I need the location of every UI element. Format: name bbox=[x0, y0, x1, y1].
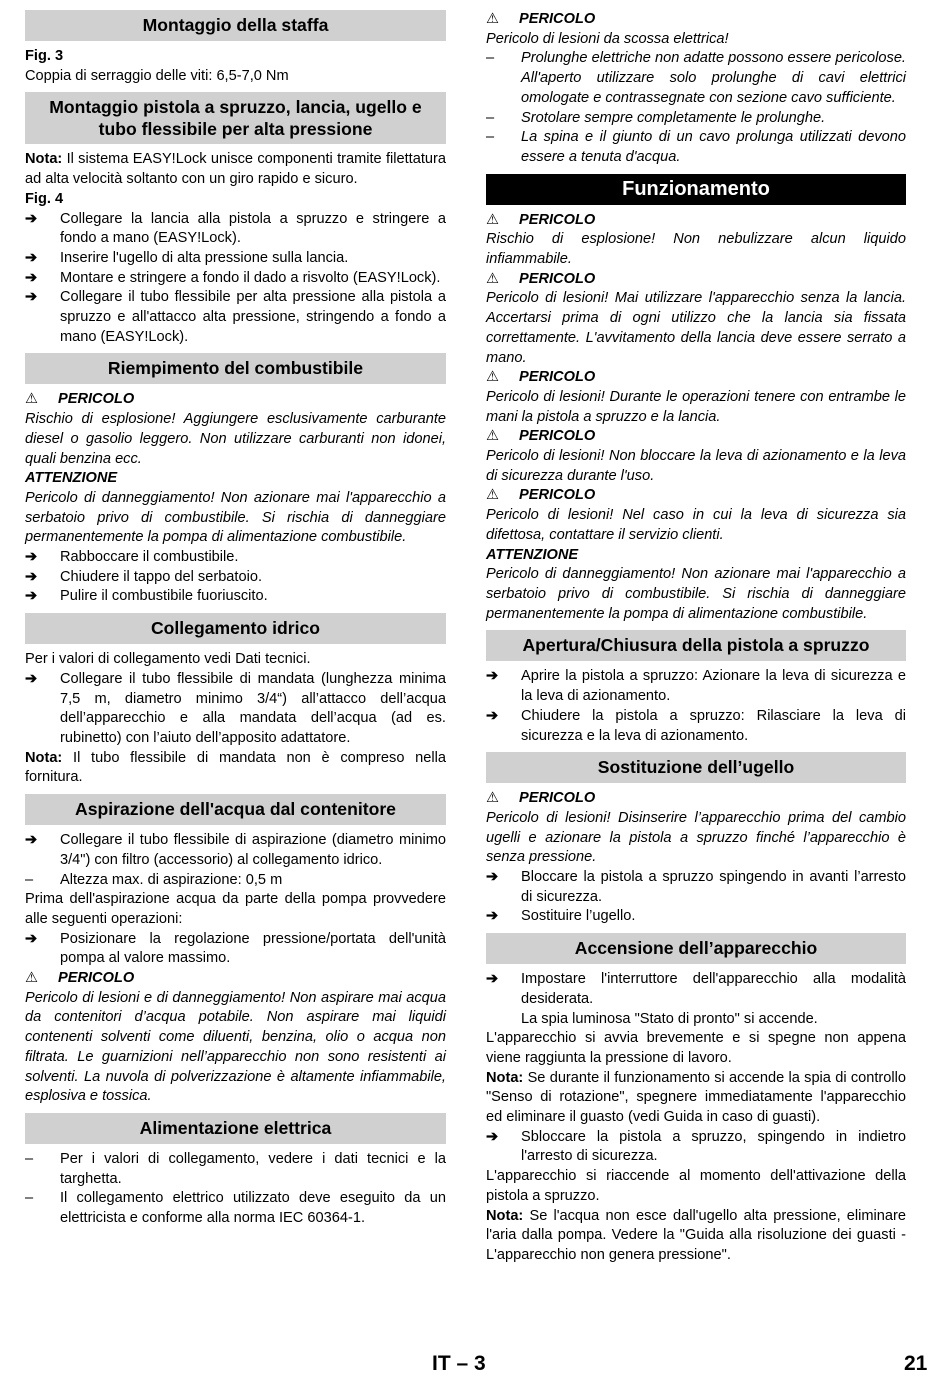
step-text: Collegare il tubo flessibile per alta pressione alla pistola a spruzzo e all'attacco alta pressione, stringendo a fondo a mano (EASY!Lock). bbox=[60, 289, 446, 345]
note bbox=[486, 1207, 906, 1266]
warning-heading bbox=[486, 427, 906, 447]
right-column bbox=[486, 10, 906, 1266]
warning-text: Pericolo di lesioni! Disinserire l’apparecchio prima del cambio ugelli e azionare la pistola a spruzzo finché l’apparecchio è senza pressione. bbox=[486, 809, 906, 866]
arrow-icon: ➔ bbox=[25, 549, 38, 566]
page-footer-language bbox=[432, 1352, 486, 1376]
step-item bbox=[25, 568, 446, 588]
warning-label: PERICOLO bbox=[519, 428, 596, 445]
warning-label: PERICOLO bbox=[519, 790, 596, 807]
step-item bbox=[25, 831, 446, 870]
dash-item bbox=[25, 1189, 446, 1228]
arrow-icon: ➔ bbox=[486, 668, 499, 685]
section-page-ref: – 3 bbox=[456, 1352, 486, 1375]
dash-item bbox=[25, 1150, 446, 1189]
step-result: La spia luminosa "Stato di pronto" si accende. bbox=[521, 1010, 818, 1027]
dash-text: Altezza max. di aspirazione: 0,5 m bbox=[60, 871, 283, 888]
warning-heading bbox=[486, 270, 906, 290]
arrow-icon: ➔ bbox=[25, 568, 38, 585]
warning-text: Rischio di esplosione! Non nebulizzare alcun liquido infiammabile. bbox=[486, 231, 906, 268]
arrow-icon: ➔ bbox=[25, 930, 38, 947]
note-text: Il sistema EASY!Lock unisce componenti tramite filettatura ad alta velocità soltanto con un giro rapido e sicuro. bbox=[25, 151, 446, 188]
section-heading: Apertura/Chiusura della pistola a spruzzo bbox=[486, 630, 906, 661]
note-label: Nota: bbox=[486, 1069, 524, 1086]
step-item bbox=[486, 1128, 906, 1167]
language-code: IT bbox=[432, 1352, 451, 1375]
dash-text: La spina e il giunto di un cavo prolunga utilizzati devono essere a tenuta d'acqua. bbox=[521, 129, 906, 165]
dash-item bbox=[25, 871, 446, 891]
step-item bbox=[486, 868, 906, 907]
step-item bbox=[25, 249, 446, 269]
warning-text: Pericolo di lesioni! Non bloccare la leva di azionamento e la leva di sicurezza durante l'uso. bbox=[486, 448, 906, 484]
page-number: 21 bbox=[904, 1352, 928, 1375]
warning-text: Pericolo di lesioni da scossa elettrica! bbox=[486, 30, 729, 47]
left-column bbox=[25, 10, 446, 1229]
section-heading: Riempimento del combustibile bbox=[25, 353, 446, 384]
section-heading: Aspirazione dell'acqua dal contenitore bbox=[25, 794, 446, 825]
dash-bullet: – bbox=[25, 1150, 34, 1167]
section-heading: Montaggio pistola a spruzzo, lancia, ugello e tubo flessibile per alta pressione bbox=[25, 92, 446, 144]
note bbox=[25, 749, 446, 788]
figure-ref: Fig. 4 bbox=[25, 190, 64, 207]
step-text: Collegare la lancia alla pistola a spruzzo e stringere a fondo a mano (EASY!Lock). bbox=[60, 210, 446, 247]
step-item bbox=[486, 667, 906, 706]
step-item bbox=[25, 269, 446, 289]
dash-bullet: – bbox=[486, 109, 495, 126]
arrow-icon: ➔ bbox=[25, 269, 38, 286]
warning-heading bbox=[486, 789, 906, 809]
section-heading: Alimentazione elettrica bbox=[25, 1113, 446, 1144]
caution-label: ATTENZIONE bbox=[486, 546, 579, 563]
paragraph: Coppia di serraggio delle viti: 6,5-7,0 Nm bbox=[25, 67, 289, 84]
warning-heading bbox=[25, 969, 446, 989]
warning-heading bbox=[25, 390, 446, 410]
warning-icon: ⚠ bbox=[486, 428, 500, 445]
step-text: Collegare il tubo flessibile di aspirazione (diametro minimo 3/4") con filtro (accessorio) al collegamento idrico. bbox=[60, 832, 446, 868]
note-label: Nota: bbox=[25, 749, 63, 766]
warning-icon: ⚠ bbox=[25, 391, 39, 408]
step-text: Inserire l'ugello di alta pressione sulla lancia. bbox=[60, 249, 349, 266]
warning-label: PERICOLO bbox=[58, 391, 135, 408]
arrow-icon: ➔ bbox=[486, 869, 499, 886]
warning-icon: ⚠ bbox=[486, 270, 500, 287]
note-label: Nota: bbox=[486, 1207, 524, 1224]
step-item bbox=[486, 970, 906, 1009]
warning-label: PERICOLO bbox=[519, 11, 596, 27]
warning-heading bbox=[486, 211, 906, 231]
note-text: Se l'acqua non esce dall'ugello alta pressione, eliminare l'aria dalla pompa. Vedere la "Guida alla risoluzione dei guasti - L'apparecchio non genera pressione". bbox=[486, 1207, 906, 1263]
warning-heading bbox=[486, 486, 906, 506]
dash-text: Prolunghe elettriche non adatte possono essere pericolose. All'aperto utilizzare solo prolunghe di cavi elettrici omologate e contrassegnate con sezione cavo sufficiente. bbox=[521, 50, 906, 106]
warning-icon: ⚠ bbox=[486, 790, 500, 807]
arrow-icon: ➔ bbox=[25, 588, 38, 605]
dash-item bbox=[486, 109, 906, 129]
dash-text: Per i valori di collegamento, vedere i dati tecnici e la targhetta. bbox=[60, 1150, 446, 1187]
arrow-icon: ➔ bbox=[25, 289, 38, 306]
arrow-icon: ➔ bbox=[486, 1128, 499, 1145]
arrow-icon: ➔ bbox=[25, 670, 38, 687]
section-heading: Montaggio della staffa bbox=[25, 10, 446, 41]
dash-bullet: – bbox=[25, 871, 34, 888]
caution-text: Pericolo di danneggiamento! Non azionare mai l'apparecchio a serbatoio privo di combustibile. Si rischia di danneggiare permanentemente la pompa di alimentazione combustibile. bbox=[486, 566, 906, 622]
warning-label: PERICOLO bbox=[58, 970, 135, 987]
step-text: Sostituire l’ugello. bbox=[521, 908, 636, 925]
warning-icon: ⚠ bbox=[486, 11, 500, 27]
step-item bbox=[486, 907, 906, 927]
dash-bullet: – bbox=[486, 129, 495, 146]
caution-label: ATTENZIONE bbox=[25, 470, 118, 487]
warning-text: Pericolo di lesioni e di danneggiamento! Non aspirare mai acqua da contenitori d’acqua potabile. Non aspirare mai liquidi contenenti solventi come diluenti, benzina, olio o acqua non filtrata. Le guarnizioni nell’apparecchio non sono resistenti ai solventi. La nuvola di polverizzazione è altamente infiammabile, esplosiva e tossica. bbox=[25, 989, 446, 1105]
step-item bbox=[486, 707, 906, 746]
warning-icon: ⚠ bbox=[486, 369, 500, 386]
chapter-heading: Funzionamento bbox=[486, 174, 906, 205]
step-text: Chiudere il tappo del serbatoio. bbox=[60, 568, 263, 585]
warning-text: Pericolo di lesioni! Durante le operazioni tenere con entrambe le mani la pistola a spruzzo e la lancia. bbox=[486, 388, 906, 425]
paragraph: L'apparecchio si avvia brevemente e si spegne non appena viene raggiunta la pressione di lavoro. bbox=[486, 1030, 906, 1066]
step-item bbox=[25, 288, 446, 347]
step-text: Impostare l'interruttore dell'apparecchio alla modalità desiderata. bbox=[521, 971, 906, 1007]
dash-bullet: – bbox=[25, 1190, 34, 1207]
section-heading: Sostituzione dell’ugello bbox=[486, 752, 906, 783]
step-item bbox=[25, 670, 446, 749]
caution-text: Pericolo di danneggiamento! Non azionare mai l'apparecchio a serbatoio privo di combustibile. Si rischia di danneggiare permanentemente la pompa di alimentazione combustibile. bbox=[25, 489, 446, 546]
note-label: Nota: bbox=[25, 151, 63, 168]
dash-item bbox=[486, 128, 906, 167]
arrow-icon: ➔ bbox=[25, 832, 38, 849]
arrow-icon: ➔ bbox=[25, 249, 38, 266]
paragraph: L'apparecchio si riaccende al momento dell'attivazione della pistola a spruzzo. bbox=[486, 1168, 906, 1204]
step-text: Chiudere la pistola a spruzzo: Rilasciare la leva di sicurezza e la leva di azionamento. bbox=[521, 707, 906, 744]
arrow-icon: ➔ bbox=[25, 210, 38, 227]
note bbox=[486, 1069, 906, 1128]
warning-icon: ⚠ bbox=[486, 487, 500, 504]
step-text: Pulire il combustibile fuoriuscito. bbox=[60, 588, 268, 605]
step-item bbox=[25, 210, 446, 249]
paragraph: Per i valori di collegamento vedi Dati tecnici. bbox=[25, 651, 311, 668]
step-text: Montare e stringere a fondo il dado a risvolto (EASY!Lock). bbox=[60, 269, 441, 286]
section-heading: Collegamento idrico bbox=[25, 613, 446, 644]
step-text: Sbloccare la pistola a spruzzo, spingendo in indietro l'arresto di sicurezza. bbox=[521, 1128, 906, 1165]
step-item bbox=[25, 587, 446, 607]
paragraph: Prima dell'aspirazione acqua da parte della pompa provvedere alle seguenti operazioni: bbox=[25, 891, 446, 927]
step-text: Rabboccare il combustibile. bbox=[60, 549, 239, 566]
step-text: Aprire la pistola a spruzzo: Azionare la leva di sicurezza e la leva di azionamento. bbox=[521, 668, 906, 705]
warning-label: PERICOLO bbox=[519, 211, 596, 228]
warning-icon: ⚠ bbox=[486, 211, 500, 228]
dash-item bbox=[486, 49, 906, 108]
note-text: Il tubo flessibile di mandata non è compreso nella fornitura. bbox=[25, 749, 446, 786]
note bbox=[25, 150, 446, 189]
warning-text: Rischio di esplosione! Aggiungere esclusivamente carburante diesel o gasolio leggero. Non utilizzare carburanti non idonei, quali benzina ecc. bbox=[25, 411, 446, 467]
section-heading: Accensione dell’apparecchio bbox=[486, 933, 906, 964]
warning-icon: ⚠ bbox=[25, 970, 39, 987]
note-text: Se durante il funzionamento si accende la spia di controllo "Senso di rotazione", spegnere immediatamente l'apparecchio ed eliminare il guasto (vedi Guida in caso di guasti). bbox=[486, 1069, 906, 1126]
warning-heading bbox=[486, 10, 906, 30]
dash-text: Il collegamento elettrico utilizzato deve eseguito da un elettricista e conforme alla norma IEC 60364-1. bbox=[60, 1190, 446, 1227]
warning-label: PERICOLO bbox=[519, 487, 596, 504]
warning-text: Pericolo di lesioni! Mai utilizzare l'apparecchio senza la lancia. Accertarsi prima di ogni utilizzo che la lancia sia fissata correttamente. L'avvitamento della lancia deve essere serrato a mano. bbox=[486, 290, 906, 366]
step-item bbox=[25, 548, 446, 568]
warning-heading bbox=[486, 368, 906, 388]
arrow-icon: ➔ bbox=[486, 971, 499, 988]
figure-ref: Fig. 3 bbox=[25, 48, 64, 64]
step-text: Collegare il tubo flessibile di mandata (lunghezza minima 7,5 m, diametro minimo 3/4“) all’attacco dell’acqua dell’apparecchio e alla mandata dell’acqua (ad es. rubinetto) con l’aiuto dell’apposito adattatore. bbox=[60, 670, 446, 746]
warning-label: PERICOLO bbox=[519, 270, 596, 287]
arrow-icon: ➔ bbox=[486, 707, 499, 724]
step-item bbox=[25, 930, 446, 969]
arrow-icon: ➔ bbox=[486, 908, 499, 925]
warning-text: Pericolo di lesioni! Nel caso in cui la leva di sicurezza sia difettosa, contattare il servizio clienti. bbox=[486, 507, 906, 543]
step-text: Posizionare la regolazione pressione/portata dell'unità pompa al valore massimo. bbox=[60, 930, 446, 967]
dash-bullet: – bbox=[486, 50, 495, 67]
step-text: Bloccare la pistola a spruzzo spingendo in avanti l’arresto di sicurezza. bbox=[521, 869, 906, 905]
dash-text: Srotolare sempre completamente le prolunghe. bbox=[521, 109, 826, 126]
warning-label: PERICOLO bbox=[519, 369, 596, 386]
